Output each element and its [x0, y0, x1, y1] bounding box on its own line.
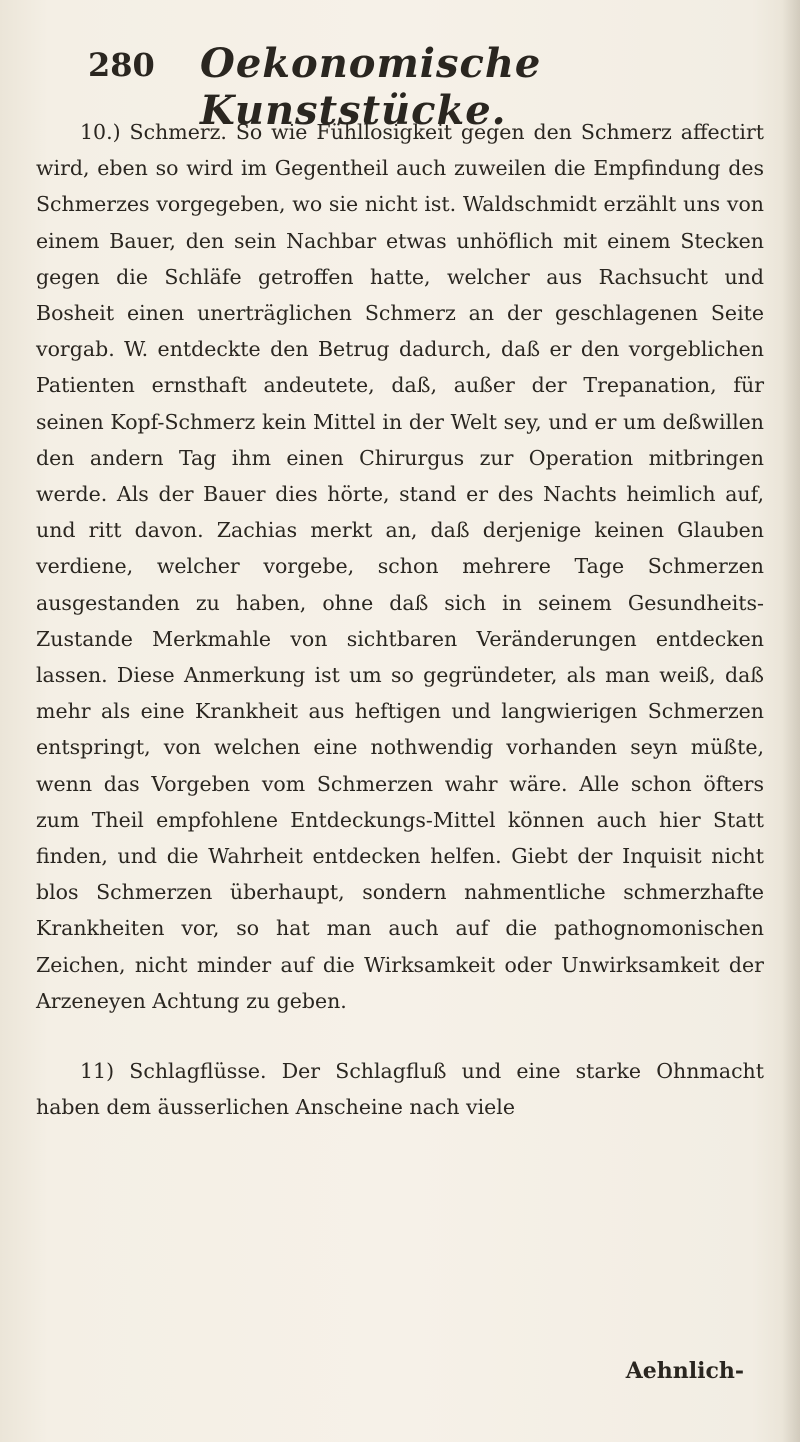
- body-text: [36, 114, 764, 1125]
- page-header: [72, 40, 672, 134]
- running-title: Oekonomische Kunststücke.: [200, 40, 542, 134]
- page-number: 280: [88, 46, 155, 84]
- catchword: Aehnlich-: [625, 1358, 744, 1384]
- paragraph-schmerz: 10.) Schmerz. So wie Fühllosigkeit gegen den Schmerz affectirt wird, eben so wird im Gegentheil auch zuweilen die Empfindung des Schmerzes vorgegeben, wo sie nicht ist. Waldschmidt erzählt uns von einem Bauer, den sein Nachbar etwas unhöflich mit einem Stecken gegen die Schläfe getroffen hatte, welcher aus Rachsucht und Bosheit einen unerträglichen Schmerz an der geschlagenen Seite vorgab. W. entdeckte den Betrug dadurch, daß er den vorgeblichen Patienten ernsthaft andeutete, daß, außer der Trepanation, für seinen Kopf-Schmerz kein Mittel in der Welt sey, und er um deßwillen den andern Tag ihm einen Chirurgus zur Operation mitbringen werde. Als der Bauer dies hörte, stand er des Nachts heimlich auf, und ritt davon. Zachias merkt an, daß derjenige keinen Glauben verdiene, welcher vorgebe, schon mehrere Tage Schmerzen ausgestanden zu haben, ohne daß sich in seinem Gesundheits-Zustande Merkmahle von sichtbaren Veränderungen entdecken lassen. Diese Anmerkung ist um so gegründeter, als man weiß, daß mehr als eine Krankheit aus heftigen und langwierigen Schmerzen entspringt, von welchen eine nothwendig vorhanden seyn müßte, wenn das Vorgeben vom Schmerzen wahr wäre. Alle schon öfters zum Theil empfohlene Entdeckungs-Mittel können auch hier Statt finden, und die Wahrheit entdecken helfen. Giebt der Inquisit nicht blos Schmerzen überhaupt, sondern nahmentliche schmerzhafte Krankheiten vor, so hat man auch auf die pathognomonischen Zeichen, nicht minder auf die Wirksamkeit oder Unwirksamkeit der Arzeneyen Achtung zu geben.: [36, 120, 764, 1013]
- page-edge-shadow: [782, 0, 800, 1442]
- paragraph-schlagfluesse: 11) Schlagflüsse. Der Schlagfluß und eine starke Ohnmacht haben dem äusserlichen Anscheine nach viele: [36, 1059, 764, 1120]
